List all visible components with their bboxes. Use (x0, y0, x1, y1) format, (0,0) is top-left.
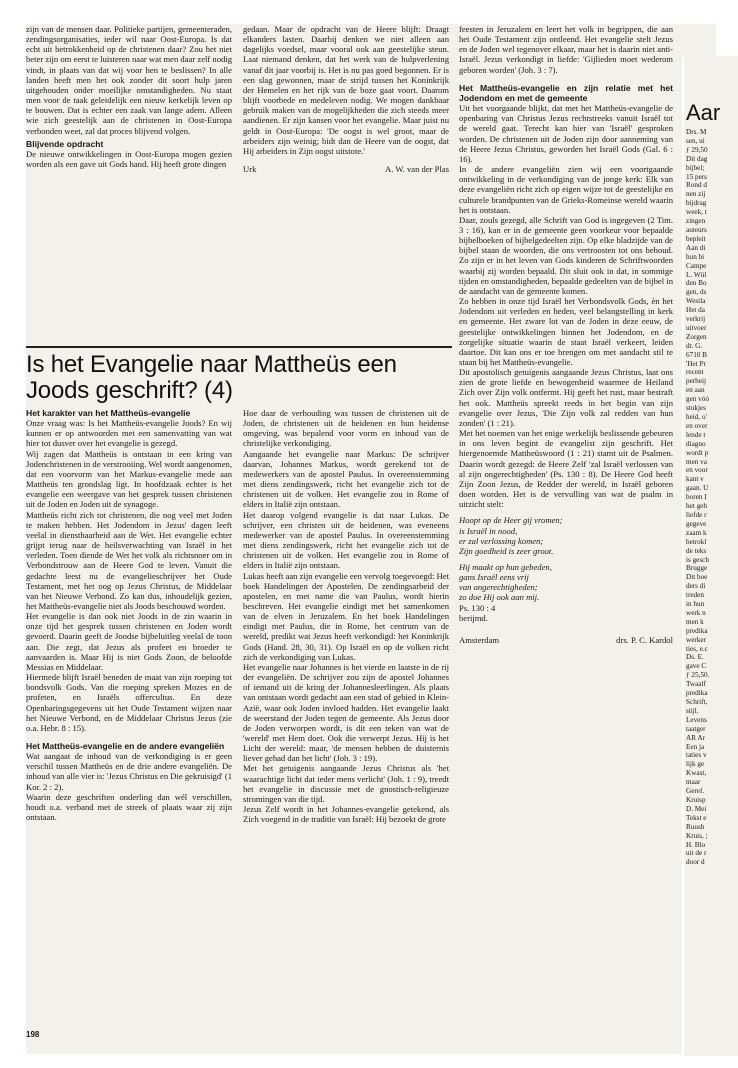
adjacent-page-line: stukjes (686, 404, 706, 413)
poem-line: zo doe Hij ook aan mij. (459, 592, 540, 603)
paragraph: feesten in Jeruzalem en leert het volk in begrippen, die aan het Oude Testament zijn ontleend. Het evangelie stelt Jezus en de Joden wel tegenover elkaar, maar het is daarin niet anti-Israël. Jezus verkondigt in liefde: 'Gijlieden moet wederom geboren worden' (Joh. 3 : 7). (459, 24, 673, 75)
adjacent-page-line: Schrift, (686, 698, 708, 706)
adjacent-page-line: Brugge (686, 564, 708, 573)
poem-stanza-1 (459, 515, 673, 556)
adjacent-page-line: recent (686, 368, 704, 377)
paragraph: Het daarop volgend evangelie is dat naar Lukas. De schrijver, een christen uit de heidenen, was eveneens medewerker van de apostel Paulus. In overeenstemming met diens zendingswerk, richt het evangelie zich tot de christenen uit de volken. Het evangelie zou in Rome of elders in Italië zijn ontstaan. (243, 509, 449, 571)
paragraph: zijn van de mensen daar. Politieke partijen, gemeenteraden, zendingsorganisaties, ieder wil naar Oost-Europa. Is dat echt uit betrokkenheid op de christenen daar? Zou het niet beter zijn om eerst te luisteren naar wat men daar zelf nodig vindt, in plaats van dat wij voor hen te beslissen? In alle landen heeft men het ook zonder dit soort hulp jaren uitgehouden onder moeilijke omstandigheden. Nu staat men voor de taak geleidelijk een nieuw kerkelijk leven op te bouwen. Dat is echter een zaak van lange adem. Alleen wie zich geestelijk aan de christenen in Oost-Europa verbonden weet, zal dat proces blijvend volgen. (26, 24, 232, 136)
adjacent-page-line: en over (686, 421, 708, 430)
adjacent-page-line: 6710 B (686, 350, 707, 359)
paragraph: Wat aangaat de inhoud van de verkondiging is er geen verschil tussen Mattheüs en de drie andere evangeliën. De inhoud van alle vier is: 'Jezus Christus en Die gekruisigd' (1 Kor. 2 : 2). (26, 751, 232, 792)
adjacent-page-line: dr. G. (686, 341, 703, 350)
section-heading: Het Mattheüs-evangelie en zijn relatie met het Jodendom en met de gemeente (459, 82, 673, 103)
adjacent-page-line: verkrij (686, 315, 706, 324)
adjacent-page-line: zaam k (686, 528, 707, 537)
signature-name: A. W. van der Plas (385, 164, 449, 175)
poem-line: Hij maakt op hun gebeden, (459, 561, 552, 572)
adjacent-page-line: in hun (686, 600, 705, 609)
section-heading: Het Mattheüs-evangelie en de andere evangeliën (26, 741, 225, 751)
signature (243, 164, 449, 174)
adjacent-page-line: D. Mei (686, 804, 707, 813)
poem-reference (459, 603, 673, 623)
adjacent-page-line: nen zij (686, 190, 706, 199)
adjacent-page-heading: Aar (686, 100, 721, 125)
adjacent-page-line: door d (686, 858, 705, 867)
paragraph: Met het getuigenis aangaande Jezus Christus als 'het waarachtige licht dat ieder mens verlicht' (Joh. 1 : 9), treedt het evangelie in discussie met de gnostisch-religieuze stromingen van die tijd. (243, 763, 449, 804)
signature (459, 635, 673, 645)
adjacent-page-line: Kruisp (686, 795, 706, 804)
title-rule (26, 346, 452, 348)
paragraph: Lukas heeft aan zijn evangelie een vervolg toegevoegd: Het boek Handelingen der Apostelen. De zendingsarbeid der apostelen, en met name die van Paulus, wordt hierin beschreven. Het evangelie eindigt met het samenkomen van de elven in Jeruzalem. En het boek Handelingen eindigt met Paulus, die in Rome, het centrum van de wereld, predikt wat Jezus heeft verkondigd: het Koninkrijk Gods (Hand. 28, 30, 31). Op Israël en op de volken richt zich de verkondiging van Lukas. (243, 570, 449, 662)
adjacent-page-line: uitvoer (686, 323, 707, 332)
adjacent-page-line: bijbel; (686, 163, 705, 172)
adjacent-page-line: lende t (686, 430, 706, 439)
paragraph: Dit apostolisch getuigenis aangaande Jezus Christus, laat ons zien de grote liefde en bewogenheid waarmee de Heiland Zich over Zijn volk ontfermt. Hij geeft het rust, maar bestraft het ook. Mattheüs spreekt reeds in het begin van zijn evangelie over Jezus, 'Die Zijn volk zal redden van hun zonden' (1 : 21). (459, 367, 673, 428)
adjacent-page-line: taties v (686, 751, 707, 760)
adjacent-page-line: de teks (686, 546, 707, 555)
signature-place: Urk (243, 164, 257, 175)
adjacent-page-line: men k (686, 617, 704, 626)
adjacent-page-line: Ruusb (686, 822, 705, 831)
adjacent-page-lines (686, 128, 736, 867)
adjacent-page-line: Dit dag (686, 154, 708, 163)
adjacent-page-line: H. Blo (686, 840, 706, 849)
adjacent-page-line: predika (686, 689, 708, 698)
paragraph: gedaan. Maar de opdracht van de Heere blijft: Draagt elkanders lasten. Daarbij denken we niet alleen aan dagelijks voedsel, maar vooral ook aan geestelijke steun. Laat niemand denken, dat het werk van de hulpverlening vanaf dit jaar voorbij is. Het is nu pas goed begonnen. Er is een slag gewonnen, maar de strijd tussen het Koninkrijk der Hemelen en het rijk van de boze gaat voort. Daarom blijft voorbede en medeleven nodig. We mogen dankbaar gebruik maken van de mogelijkheden die zich steeds meer aandienen. Er zijn kansen voor het evangelie. Maar juist nu geldt in Oost-Europa: 'De oogst is wel groot, maar de arbeiders zijn weinig; bidt dan de Heere van de oogst, dat Hij arbeiders in Zijn oogst uitstote.' (243, 24, 449, 156)
paragraph: Wij zagen dat Mattheüs is ontstaan in een kring van Jodenchristenen in de verstrooiing. Wel wordt aangenomen, dat een voorvorm van het Markus-evangelie mede aan Mattheüs ten grondslag ligt. In hoofdzaak echter is het evangelie een weergave van het gesprek tussen christenen uit de Joden en Joden uit de synagoge. (26, 448, 232, 510)
adjacent-page-line: gen vóó (686, 395, 709, 404)
adjacent-page-line: werk n (686, 608, 706, 617)
signature-place: Amsterdam (459, 634, 500, 645)
paragraph: Mattheüs richt zich tot christenen, die nog veel met Joden te maken hebben. Het Jodendom in Jezus' dagen leeft veelal in diensthaarheid aan de Wet. Het evangelie echter grijpt terug naar de heilsverwachting van Israël in het verleden. Toen diende de Wet het volk als richtsnoer om in Verbondstrouw aan de Heere God te leven. Vanuit die gedachte leest nu de evangelieschrijver het Oude Testament, met het oog op Jezus Christus, de Middelaar van het Nieuwe Verbond. Zo kan dus, inhoudelijk gezien, het Mattheüs-evangelie niet als Joods beschouwd worden. (26, 509, 232, 611)
paragraph: Aangaande het evangelie naar Markus: De schrijver daarvan, Johannes Markus, wordt gerekend tot de medewerkers van de apostel Paulus. In overeenstemming met diens zendingswerk, richt het evangelie zich tot de christenen uit de volken. Het evangelie zou in Rome of elders in Italië zijn ontstaan. (243, 448, 449, 510)
adjacent-page-line: treden (686, 591, 704, 600)
adjacent-page-line: Ds. E. (686, 653, 704, 662)
signature-name: drs. P. C. Kardol (616, 634, 673, 645)
article-column-1 (26, 408, 232, 822)
adjacent-page-line: Dit boe (686, 573, 708, 582)
adjacent-page-line: week, t (686, 208, 707, 217)
adjacent-page-line: Levens (686, 715, 707, 724)
adjacent-page-line: en voor (686, 466, 708, 475)
adjacent-page-line: wordt p (686, 448, 709, 457)
adjacent-page-line: sen, ui (686, 136, 705, 145)
adjacent-page-line: Aan di (686, 243, 706, 252)
poem-line: Hoopt op de Heer gij vromen; (459, 515, 563, 526)
section-heading: Blijvende opdracht (26, 138, 104, 149)
poem-line: er zal verlossing komen; (459, 535, 544, 546)
adjacent-page-line: Tekst e (686, 813, 707, 822)
adjacent-page-line: zingen (686, 217, 706, 226)
adjacent-page-line: boren I (686, 493, 707, 502)
adjacent-page-line: auteurs (686, 225, 707, 234)
adjacent-page-line: AR Ar (686, 733, 705, 742)
adjacent-page-line: Kruis, ; (686, 831, 708, 840)
poem-line: van ongerechtigheden; (459, 582, 538, 593)
magazine-page (26, 24, 716, 1054)
adjacent-page-line: en aan (686, 386, 705, 395)
adjacent-page-line: predika (686, 626, 708, 635)
adjacent-page-line: Een ja (686, 742, 705, 751)
adjacent-page-line: werker (686, 635, 706, 644)
column-1-top (26, 24, 232, 169)
paragraph: Het evangelie naar Johannes is het vierde en laatste in de rij der evangeliën. De schrijver zou zijn de apostel Johannes of iemand uit de kring der Johannesleerlingen. Als plaats van ontstaan wordt gedacht aan een stad of gebied in Klein-Azië, waar ook Joden invloed hadden. Het evangelie laakt de weerstand der Joden tegen de gemeente. Als Jezus door de Joden verworpen wordt, is dit een teken van wat de 'wereld' met Hem doet. Ook die verwerpt Jezus. Hij is het Licht der wereld: maar, 'de mensen hebben de duisternis liever gehad dan het licht' (Joh. 3 : 19). (243, 661, 449, 764)
adjacent-page-line: ties, e.c (686, 644, 708, 653)
section-heading: Het karakter van het Mattheüs-evangelie (26, 408, 191, 418)
adjacent-page-line: 15 pers (686, 172, 707, 181)
adjacent-page-line: stijl. (686, 706, 699, 715)
adjacent-page-line: 'Het Pr (686, 359, 706, 368)
adjacent-page-line: betrokl (686, 537, 707, 546)
poem-ref-line: berijmd. (459, 612, 488, 623)
adjacent-page-strip (682, 56, 738, 1056)
paragraph: Daar, zouls gezegd, alle Schrift van God is ingegeven (2 Tim. 3 : 16), kan er in de gemeente geen voorkeur voor bepaalde bijbelboeken of bijbelgedeelten zijn. Op elke bladzijde van de bijbel staan de woorden, die ons vertroosten tot ons behoud. Zo zijn er in het leven van Gods kinderen de Schriftwoorden waarbij zij worden bepaald. Dit sluit ook in dat, in sommige tijden en omstandigheden, bepaalde gedeelten van de bijbel in de aandacht van de gemeente komen. (459, 214, 673, 296)
adjacent-page-line: uit de r (686, 849, 707, 858)
adjacent-page-line: kant v (686, 475, 704, 484)
adjacent-page-line: Kwast, (686, 769, 707, 778)
adjacent-page-line: bijdrag (686, 199, 707, 208)
poem-line: gans Israël eens vrij (459, 572, 529, 583)
paragraph: Onze vraag was: Is het Mattheüs-evangelie Joods? En wij kunnen er op antwoorden met een samenvatting van wat hier tot dusver over het evangelie is gezegd. (26, 418, 232, 449)
paragraph: De nieuwe ontwikkelingen in Oost-Europa mogen gezien worden als een gave uit Gods hand. Hij heeft grote dingen (26, 148, 232, 170)
paragraph: Waarin deze geschriften onderling dan wél verschillen, houdt o.a. verband met de streek of plaats waar zij zijn ontstaan. (26, 791, 232, 823)
adjacent-page-line: is gesch (686, 555, 709, 564)
paragraph: Hiermede blijft Israël beneden de maat van zijn roeping tot bondsvolk Gods. Van die roeping spreken Mozes en de profeten, en Israëls offercultus. En deze Openbaringsgegevens uit het Oude Testament wijzen naar het Nieuwe Verbond, en de Middelaar Christus Jezus (zie o.a. Hebr. 8 : 15). (26, 672, 232, 733)
column-2-top (243, 24, 449, 174)
adjacent-page-line: heid, o' (686, 413, 707, 421)
adjacent-page-line: taatger (686, 724, 706, 733)
page-number: 198 (26, 1030, 40, 1039)
adjacent-page-line: maar (686, 778, 701, 787)
adjacent-page-line: liefde r (686, 510, 707, 519)
adjacent-page-line: diagno (686, 439, 706, 448)
article-title: Is het Evangelie naar Mattheüs een Joods geschrift? (4) (26, 351, 397, 404)
paragraph: In de andere evangeliën zien wij een voortgaande ontwikkeling in de verkondiging van de jonge kerk: Elk van deze evangeliën richt zich op eigen wijze tot de geestelijke en culturele brandpunten van de Grieks-Romeinse wereld waarin het is ontstaan. (459, 164, 673, 215)
adjacent-page-line: Drs. M (686, 128, 707, 136)
poem-line: is Israël in nood, (459, 525, 518, 536)
adjacent-page-line: hun bi (686, 252, 705, 261)
adjacent-page-line: gave C (686, 662, 707, 671)
adjacent-page-line: bepleit (686, 234, 706, 243)
adjacent-page-line: ƒ 29,50 (686, 145, 708, 154)
adjacent-page-line: ders di (686, 582, 706, 591)
adjacent-page-line: men va (686, 457, 707, 466)
adjacent-page-line: den Bo (686, 279, 707, 288)
paragraph: Hoe daar de verhouding was tussen de christenen uit de Joden, de christenen uit de heidenen en hun heidense omgeving, was bepalend voor vorm en inhoud van de christelijke verkondiging. (243, 408, 449, 449)
paragraph: Met het noemen van het enige werkelijk beslissende gebeuren in ons leven begint de evangelist zijn geschrift. Het hiergenoemde Mattheüswoord (1 : 21) stamt uit de Psalmen. Daarin wordt gezegd: de Heere Zelf 'zal Israël verlossen van al zijn ongerechtigheden' (Ps. 130 : 8). De Heere God heeft Zijn Zoon Jezus, de Redder der wereld, in Israël geboren doen worden. Het is de vervulling van wat de psalm in uitzicht stelt: (459, 428, 673, 510)
paragraph: Zo hebben in onze tijd Israël het Verbondsvolk Gods, èn het Jodendom uit verleden en heden, veel belangstelling in kerk en gemeente. Het zware lot van de Joden in deze eeuw, de geestelijke ontwikkelingen binnen het Jodendom, en de zorgelijke situatie waarin de staat Israël verkeert, leiden daartoe. Dit kan ons er toe brengen om met aandacht stil te staan bij het Mattheüs-evangelie. (459, 296, 673, 367)
adjacent-page-line: perheij (686, 377, 706, 386)
adjacent-page-line: L. Wül (686, 270, 707, 279)
adjacent-page-line: gegeve (686, 519, 707, 528)
adjacent-page-line: Campe (686, 261, 707, 270)
adjacent-page-line: Het da (686, 306, 705, 315)
paragraph: Uit het voorgaande blijkt, dat met het Mattheüs-evangelie de openbaring van Christus Jezus rechtstreeks vanuit Israël tot de wereld gaat. Terecht kan hier van 'Israël' gesproken worden. De christenen uit de Joden zijn door aanneming van de Heere Jezus Christus, geworden het Israël Gods (Gal. 6 : 16). (459, 103, 673, 164)
adjacent-page-line: Rond d (686, 181, 707, 190)
adjacent-page-line: Geref. (686, 787, 705, 796)
poem-stanza-2 (459, 562, 673, 603)
adjacent-page-line: Twaalf (686, 680, 706, 689)
adjacent-page-line: het geh (686, 502, 707, 511)
article-column-2 (243, 408, 449, 824)
paragraph: Het evangelie is dan ook niet Joods in de zin waarin in onze tijd het gesprek tussen christenen en Joden wordt gevoerd. Daarin geeft de Joodse bijbeluitleg veelal de toon aan. Die zegt, dat Jezus als profeet en broeder te aanvaarden is. Maar Hij is niet Gods Zoon, de beloofde Messias en Middelaar. (26, 611, 232, 672)
poem-line: Zijn goedheid is zeer groot. (459, 545, 554, 556)
adjacent-page-line: Zorgen (686, 332, 707, 341)
adjacent-page-line: gaan. U (686, 484, 709, 493)
adjacent-page-line: ƒ 25,50. (686, 671, 710, 680)
paragraph: Jezus Zelf wordt in het Johannes-evangelie getekend, als Zich voegend in de traditie van Israël: Hij bezoekt de grote (243, 804, 449, 825)
poem-ref-line: Ps. 130 : 4 (459, 602, 496, 613)
adjacent-page-line: gen, ds (686, 288, 707, 297)
column-3 (459, 24, 673, 645)
adjacent-page-line: Westla (686, 297, 706, 306)
adjacent-page-line: lijk ge (686, 760, 705, 769)
